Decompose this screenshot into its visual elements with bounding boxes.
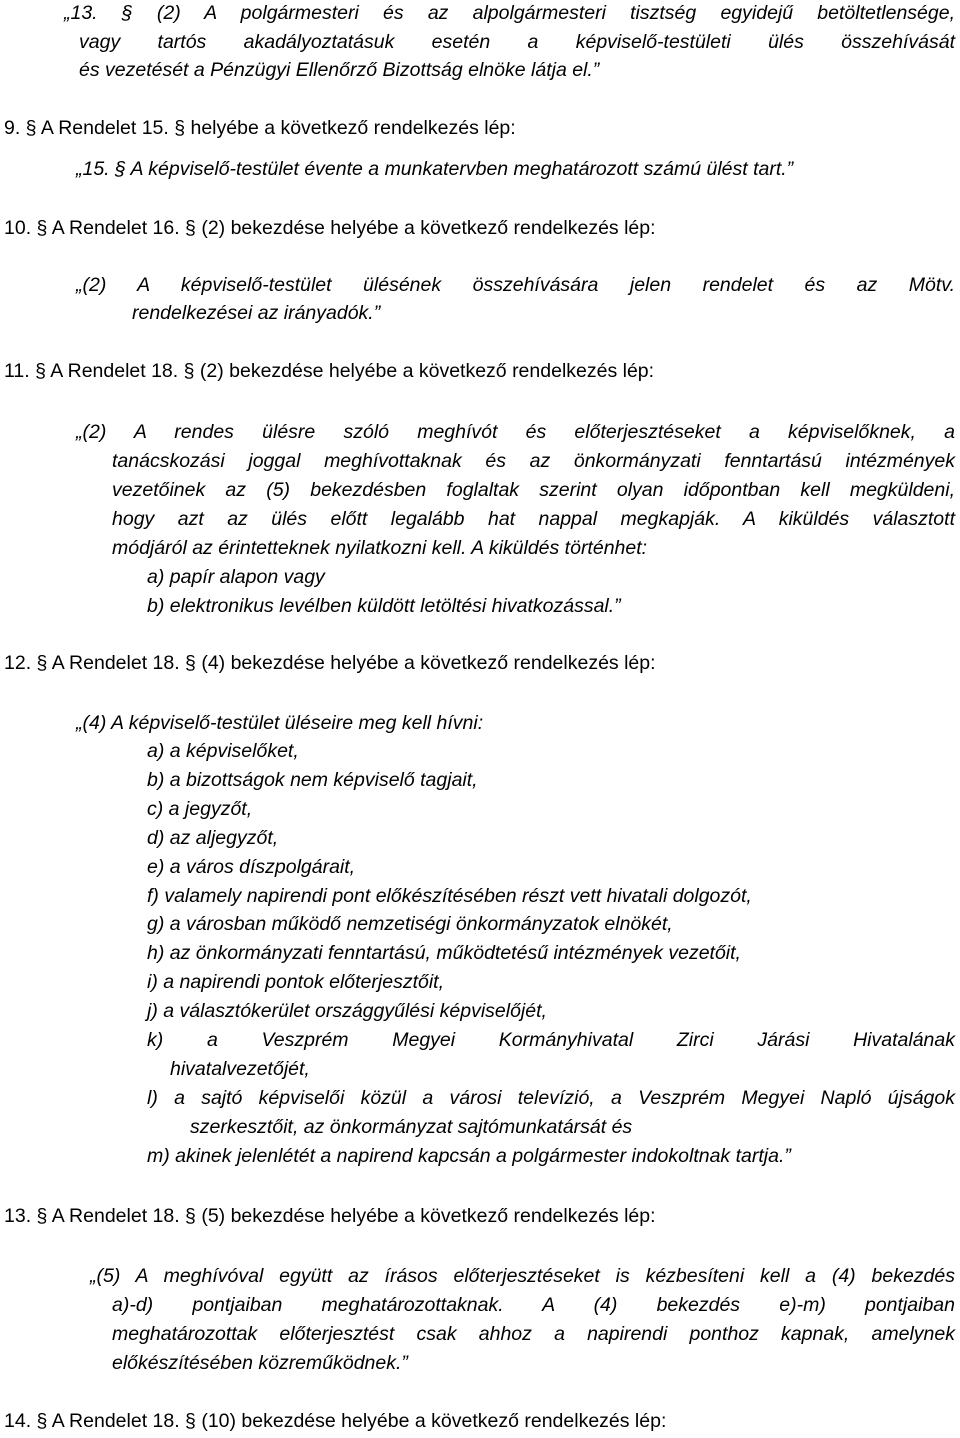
text-line: g) a városban működő nemzetiségi önkormányzatok elnökét, [147, 913, 673, 935]
text-line: m) akinek jelenlétét a napirend kapcsán a polgármester indokoltnak tartja.” [147, 1145, 791, 1167]
text-line: és vezetését a Pénzügyi Ellenőrző Bizottság elnöke látja el.” [79, 59, 600, 81]
text-line: hivatalvezetőjét, [170, 1058, 310, 1080]
text-line: tanácskozási joggal meghívottaknak és az önkormányzati fenntartású intézmények [112, 450, 955, 472]
text-line: vezetőinek az (5) bekezdésben foglaltak szerint olyan időpontban kell megküldeni, [112, 479, 955, 501]
text-line: szerkesztőit, az önkormányzat sajtómunkatársát és [190, 1116, 633, 1138]
text-line: 10. § A Rendelet 16. § (2) bekezdése helyébe a következő rendelkezés lép: [4, 217, 656, 239]
text-line: h) az önkormányzati fenntartású, működtetésű intézmények vezetőit, [147, 942, 741, 964]
text-line: k) a Veszprém Megyei Kormányhivatal Zirci Járási Hivatalának [147, 1029, 955, 1051]
text-line: f) valamely napirendi pont előkészítésében részt vett hivatali dolgozót, [147, 885, 752, 907]
text-line: előkészítésében közreműködnek.” [112, 1352, 408, 1374]
text-line: 12. § A Rendelet 18. § (4) bekezdése helyébe a következő rendelkezés lép: [4, 652, 656, 674]
text-line: a) papír alapon vagy [147, 566, 325, 588]
text-line: 14. § A Rendelet 18. § (10) bekezdése helyébe a következő rendelkezés lép: [4, 1410, 667, 1432]
text-line: d) az aljegyzőt, [147, 827, 279, 849]
text-line: hogy azt az ülés előtt legalább hat nappal megkapják. A kiküldés választott [112, 508, 955, 530]
text-line: 11. § A Rendelet 18. § (2) bekezdése helyébe a következő rendelkezés lép: [4, 360, 655, 382]
text-line: i) a napirendi pontok előterjesztőit, [147, 971, 445, 993]
text-line: „(5) A meghívóval együtt az írásos előterjesztéseket is kézbesíteni kell a (4) bekezdés [90, 1265, 955, 1287]
text-line: „13. § (2) A polgármesteri és az alpolgármesteri tisztség egyidejű betöltetlensége, [64, 2, 955, 24]
text-line: b) a bizottságok nem képviselő tagjait, [147, 769, 478, 791]
text-line: l) a sajtó képviselői közül a városi televízió, a Veszprém Megyei Napló újságok [147, 1087, 955, 1109]
text-line: „(2) A rendes ülésre szóló meghívót és előterjesztéseket a képviselőknek, a [76, 421, 955, 443]
text-line: „(4) A képviselő-testület üléseire meg kell hívni: [76, 712, 484, 734]
text-line: e) a város díszpolgárait, [147, 856, 356, 878]
text-line: b) elektronikus levélben küldött letöltési hivatkozással.” [147, 595, 621, 617]
text-line: „15. § A képviselő-testület évente a munkatervben meghatározott számú ülést tart.” [76, 158, 794, 180]
text-line: 13. § A Rendelet 18. § (5) bekezdése helyébe a következő rendelkezés lép: [4, 1205, 656, 1227]
text-line: c) a jegyzőt, [147, 798, 253, 820]
text-line: a) a képviselőket, [147, 740, 299, 762]
text-line: vagy tartós akadályoztatásuk esetén a képviselő-testületi ülés összehívását [79, 31, 955, 53]
text-line: 9. § A Rendelet 15. § helyébe a következő rendelkezés lép: [4, 117, 516, 139]
text-line: j) a választókerület országgyűlési képviselőjét, [147, 1000, 547, 1022]
text-line: a)-d) pontjaiban meghatározottaknak. A (4) bekezdés e)-m) pontjaiban [112, 1294, 955, 1316]
text-line: meghatározottak előterjesztést csak ahhoz a napirendi ponthoz kapnak, amelynek [112, 1323, 955, 1345]
text-line: „(2) A képviselő-testület ülésének összehívására jelen rendelet és az Mötv. [76, 274, 955, 296]
text-line: rendelkezései az irányadók.” [132, 302, 381, 324]
text-line: módjáról az érintetteknek nyilatkozni kell. A kiküldés történhet: [112, 537, 648, 559]
